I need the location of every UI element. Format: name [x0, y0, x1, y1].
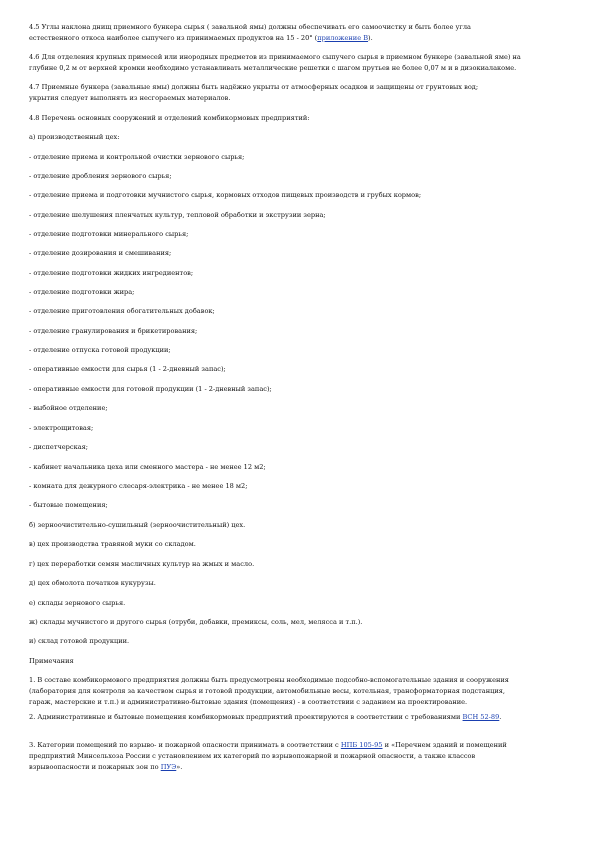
document-link[interactable]: приложение В [317, 33, 369, 42]
document-link[interactable]: ВСН 52-89 [462, 713, 500, 721]
paragraph [29, 675, 566, 707]
paragraph [29, 403, 566, 414]
text-span: - отделение отпуска готовой продукции; [29, 346, 171, 354]
text-span: Примечания [29, 657, 74, 665]
text-span: ). [368, 33, 373, 42]
text-span: - отделение приема и контрольной очистки зернового сырья; [29, 153, 245, 161]
paragraph [29, 462, 566, 473]
text-span: и «Перечнем зданий и помещений [382, 741, 507, 749]
paragraph [29, 636, 566, 647]
paragraph [29, 210, 566, 221]
text-span: - отделение подготовки жидких ингредиентов; [29, 269, 194, 277]
text-span: 4.7 Приемные бункера (завальные ямы) должны быть надёжно укрыты от атмосферных осадков и защищены от грунтовых вод; [29, 83, 479, 91]
text-span: е) склады зернового сырья. [29, 599, 126, 607]
notes-heading [29, 656, 566, 667]
paragraph [29, 190, 566, 201]
text-span: - электрощитовая; [29, 424, 94, 432]
paragraph [29, 617, 566, 628]
paragraph [29, 345, 566, 356]
paragraph [29, 171, 566, 182]
paragraph [29, 500, 566, 511]
text-span: ж) склады мучнистого и другого сырья (отруби, добавки, премиксы, соль, мел, мелясса и т.п.). [29, 618, 363, 626]
paragraph [29, 539, 566, 550]
text-span: 1. В составе комбикормового предприятия должны быть предусмотрены необходимые подсобно-вспомогательные здания и сооружения [29, 676, 509, 684]
paragraph [29, 442, 566, 453]
text-span: - диспетчерская; [29, 443, 89, 451]
document-link[interactable]: ПУЭ [160, 762, 177, 771]
text-span: - оперативные емкости для сырья (1 - 2-дневный запас); [29, 365, 226, 373]
paragraph [29, 559, 566, 570]
text-span: - комната для дежурного слесаря-электрика - не менее 18 м2; [29, 482, 248, 490]
text-span: д) цех обмолота початков кукурузы. [29, 579, 156, 587]
text-span: и) склад готовой продукции. [29, 637, 130, 645]
text-span: - оперативные емкости для готовой продукции (1 - 2-дневный запас); [29, 385, 272, 393]
text-span: - кабинет начальника цеха или сменного мастера - не менее 12 м2; [29, 463, 266, 471]
text-span: а) производственный цех: [29, 133, 120, 141]
text-span: - бытовые помещения; [29, 501, 108, 509]
text-span: б) зерноочистительно-сушильный (зерноочистительный) цех. [29, 521, 246, 529]
paragraph [29, 268, 566, 279]
paragraph [29, 132, 566, 143]
paragraph [29, 481, 566, 492]
paragraph [29, 82, 566, 104]
text-span: предприятий Минсельхоза России с установлением их категорий по взрывопожарной и пожарной опасности, а также классов [29, 751, 476, 760]
text-span: (лаборатория для контроля за качеством сырья и готовой продукции, автомобильные весы, котельная, трансформаторная подстанция, [29, 686, 505, 695]
text-span: - отделение дозирования и смешивания; [29, 249, 172, 257]
text-span: - выбойное отделение; [29, 404, 108, 412]
text-span: взрывоопасности и пожарных зон по [29, 762, 161, 771]
text-span: глубине 0,2 м от верхней кромки необходимо устанавливать металлические решетки с шагом прутьев не более 0,07 м и в дизокиалакоме. [29, 63, 517, 72]
text-span: - отделение гранулирования и брикетирования; [29, 327, 198, 335]
paragraph [29, 52, 566, 74]
paragraph [29, 712, 566, 723]
paragraph [29, 578, 566, 589]
text-span: - отделение дробления зернового сырья; [29, 172, 172, 180]
document-link[interactable]: НПБ 105-95 [340, 741, 383, 749]
text-span: г) цех переработки семян масличных культур на жмых и масло. [29, 560, 255, 568]
paragraph [29, 113, 566, 124]
text-span: ». [176, 762, 183, 771]
text-span: укрытия следует выполнять из несгораемых материалов. [29, 93, 231, 102]
paragraph [29, 306, 566, 317]
paragraph [29, 248, 566, 259]
text-span: - отделение приготовления обогатительных добавок; [29, 307, 215, 315]
text-span: - отделение приема и подготовки мучнистого сырья, кормовых отходов пищевых производств и грубых кормов; [29, 191, 422, 199]
paragraph [29, 520, 566, 531]
text-span: - отделение шелушения пленчатых культур, тепловой обработки и экструзии зерна; [29, 211, 326, 219]
paragraph [29, 152, 566, 163]
text-span: гараж, мастерские и т.п.) и административно-бытовые здания (помещения) - в соответствии с заданием на проектирование. [29, 697, 468, 706]
paragraph [29, 22, 566, 44]
paragraph [29, 598, 566, 609]
paragraph [29, 364, 566, 375]
text-span: . [499, 713, 502, 721]
text-span: 3. Категории помещений по взрыво- и пожарной опасности принимать в соответствии с [29, 741, 341, 749]
paragraph [29, 384, 566, 395]
text-span: - отделение подготовки минерального сырья; [29, 230, 189, 238]
text-span: 2. Административные и бытовые помещения комбикормовых предприятий проектируются в соответствии с требованиями [29, 713, 463, 721]
text-span: 4.6 Для отделения крупных примесей или инородных предметов из принимаемого сыпучего сырья в приемном бункере (завальной яме) на [29, 53, 521, 61]
text-span: 4.5 Углы наклона днищ приемного бункера сырья ( завальной ямы) должны обеспечивать его самоочистку и быть более угла [29, 23, 471, 31]
text-span: в) цех производства травяной муки со складом. [29, 540, 196, 548]
paragraph [29, 326, 566, 337]
paragraph [29, 287, 566, 298]
paragraph [29, 229, 566, 240]
text-span: - отделение подготовки жира; [29, 288, 135, 296]
paragraph [29, 423, 566, 434]
text-span: 4.8 Перечень основных сооружений и отделений комбикормовых предприятий: [29, 114, 310, 122]
text-span: естественного откоса наиболее сыпучего из принимаемых продуктов на 15 - 20° ( [29, 33, 318, 42]
paragraph [29, 740, 566, 772]
